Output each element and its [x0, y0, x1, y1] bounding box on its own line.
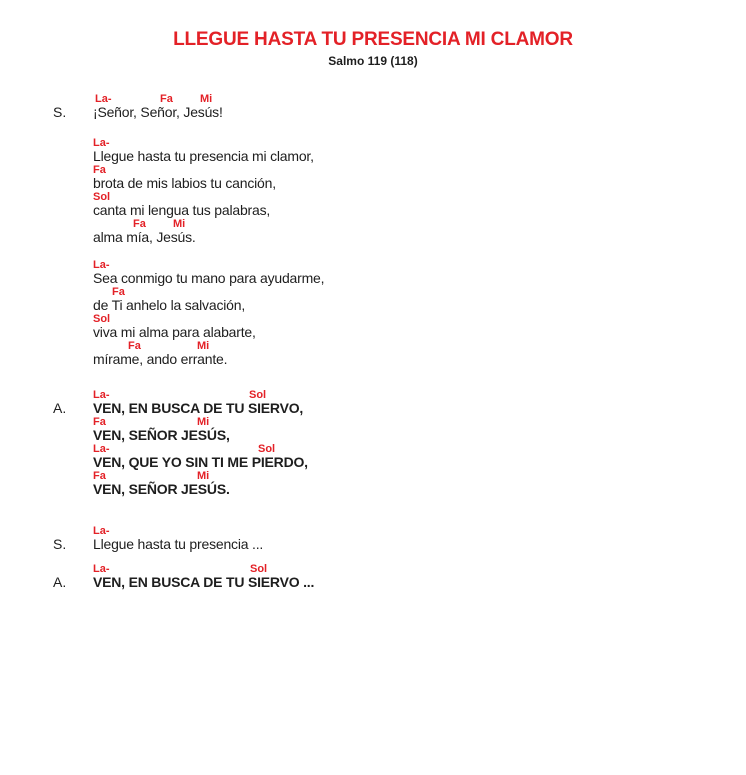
song-header	[0, 29, 746, 68]
chord-row	[93, 525, 746, 537]
voice-label: S.	[53, 536, 67, 552]
chord: Sol	[93, 313, 111, 325]
song-line	[93, 313, 746, 340]
song-line	[93, 340, 746, 367]
chord: Mi	[197, 340, 210, 352]
stanza-5	[53, 525, 746, 552]
song-line	[93, 286, 746, 313]
lyric-line: VEN, EN BUSCA DE TU SIERVO,	[93, 400, 304, 416]
song-line	[93, 137, 746, 164]
chord-row	[93, 563, 746, 575]
chord-row	[93, 137, 746, 149]
stanza-6	[53, 563, 746, 590]
chord: La-	[95, 93, 112, 105]
chord-row	[93, 340, 746, 352]
chord: Fa	[128, 340, 141, 352]
lyric-line: viva mi alma para alabarte,	[93, 324, 256, 340]
song-line	[93, 470, 746, 497]
lyric-line: canta mi lengua tus palabras,	[93, 202, 271, 218]
chord: Sol	[249, 389, 267, 401]
chord: Mi	[197, 416, 210, 428]
chord: Sol	[250, 563, 268, 575]
song-line	[93, 525, 746, 552]
stanza-3	[93, 259, 746, 367]
lyric-line: brota de mis labios tu canción,	[93, 175, 276, 191]
chord-row	[93, 93, 746, 105]
chord: Sol	[93, 191, 111, 203]
chord: La-	[93, 563, 110, 575]
chord: Fa	[133, 218, 146, 230]
stanza-1	[53, 93, 746, 120]
chord: Fa	[93, 416, 106, 428]
chord-row	[93, 416, 746, 428]
chord-row	[93, 286, 746, 298]
voice-label: A.	[53, 574, 67, 590]
chord-row	[93, 313, 746, 325]
stanza-4	[53, 389, 746, 497]
chord: Fa	[160, 93, 173, 105]
chord: La-	[93, 137, 110, 149]
voice-label: A.	[53, 400, 67, 416]
lyric-line: Llegue hasta tu presencia mi clamor,	[93, 148, 314, 164]
song-line	[93, 416, 746, 443]
chord: Mi	[173, 218, 186, 230]
chord-row	[93, 389, 746, 401]
lyric-line: Llegue hasta tu presencia ...	[93, 536, 264, 552]
lyric-line: Sea conmigo tu mano para ayudarme,	[93, 270, 325, 286]
chord: La-	[93, 525, 110, 537]
chord: Fa	[93, 470, 106, 482]
chord: Mi	[197, 470, 210, 482]
song-line	[93, 218, 746, 245]
chord-row	[93, 443, 746, 455]
lyric-line: VEN, SEÑOR JESÚS.	[93, 481, 230, 497]
lyric-line: de Ti anhelo la salvación,	[93, 297, 246, 313]
chord: La-	[93, 389, 110, 401]
song-body	[53, 93, 746, 590]
chord: Mi	[200, 93, 213, 105]
song-line	[93, 259, 746, 286]
chord: La-	[93, 259, 110, 271]
chord: La-	[93, 443, 110, 455]
page-title: LLEGUE HASTA TU PRESENCIA MI CLAMOR	[173, 29, 573, 50]
chord-row	[93, 164, 746, 176]
stanza-2	[93, 137, 746, 245]
chord-row	[93, 470, 746, 482]
voice-label: S.	[53, 104, 67, 120]
song-line	[93, 191, 746, 218]
song-line	[93, 93, 746, 120]
chord: Fa	[112, 286, 125, 298]
lyric-line: VEN, QUE YO SIN TI ME PIERDO,	[93, 454, 308, 470]
song-line	[93, 563, 746, 590]
song-line	[93, 389, 746, 416]
lyric-line: VEN, SEÑOR JESÚS,	[93, 427, 230, 443]
page-subtitle: Salmo 119 (118)	[328, 54, 418, 68]
lyric-line: alma mía, Jesús.	[93, 229, 196, 245]
chord-row	[93, 191, 746, 203]
chord: Fa	[93, 164, 106, 176]
song-line	[93, 443, 746, 470]
chord-row	[93, 259, 746, 271]
chord-row	[93, 218, 746, 230]
song-line	[93, 164, 746, 191]
lyric-line: mírame, ando errante.	[93, 351, 228, 367]
chord: Sol	[258, 443, 276, 455]
lyric-line: VEN, EN BUSCA DE TU SIERVO ...	[93, 574, 315, 590]
lyric-line: ¡Señor, Señor, Jesús!	[93, 104, 223, 120]
